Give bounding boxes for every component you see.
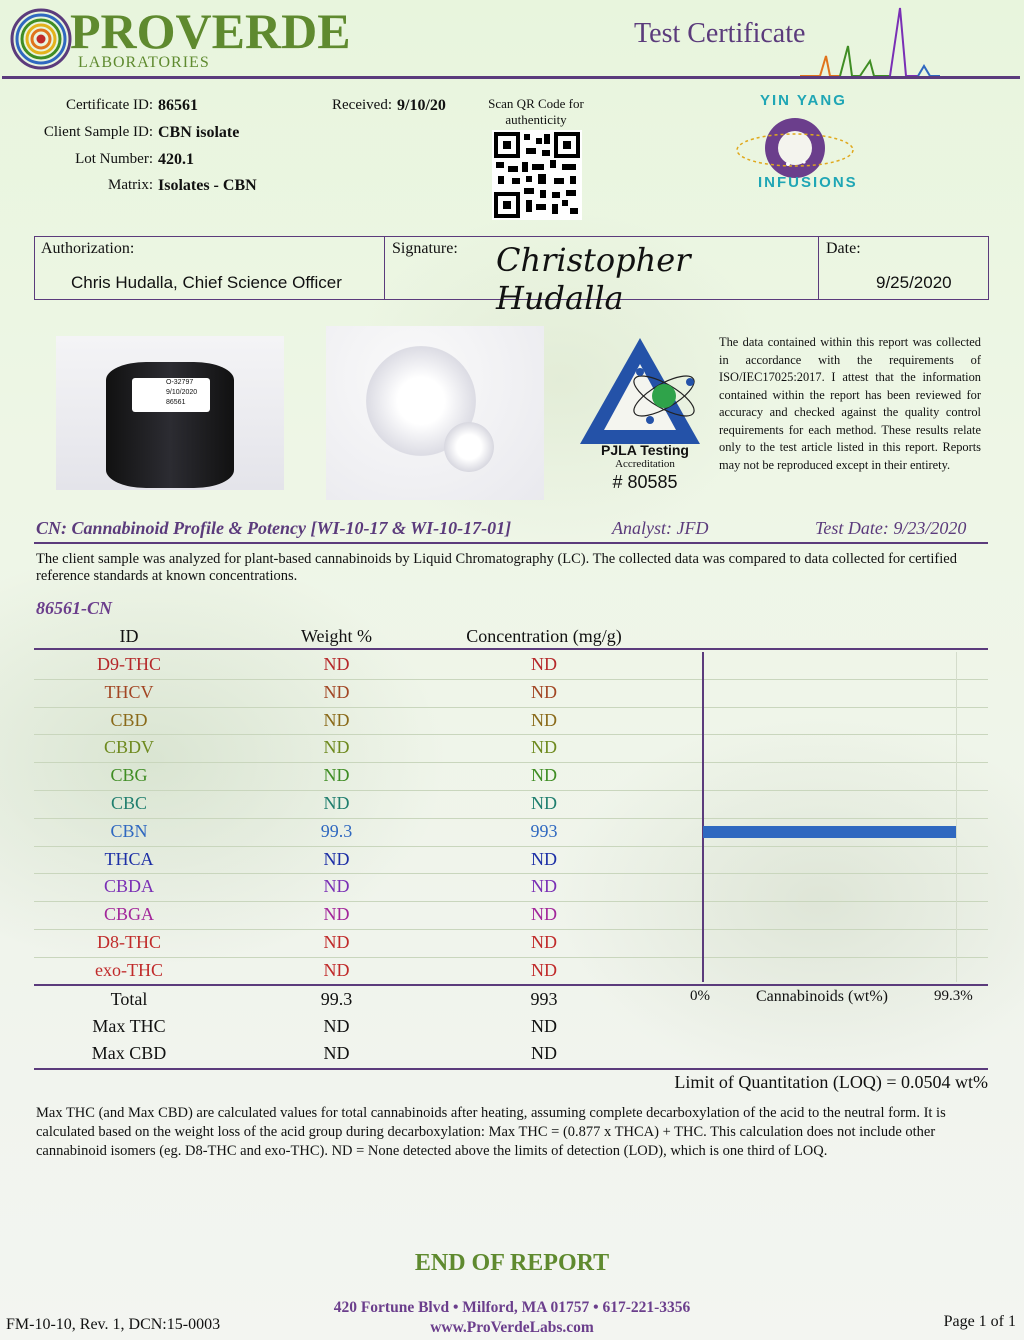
table-row [34,734,988,763]
summary-weight: ND [323,1043,350,1063]
table-row [34,957,988,986]
table-row [34,846,988,875]
authorization-table [34,236,989,317]
cannabinoid-id: CBGA [103,904,154,925]
accreditation-disclaimer: The data contained within this report was collected in accordance with the requirements of ISO/IEC17025:2017. I attest that the information contained within the report has been reviewed for accuracy and checked against the quality control requirements for each method. These results relate only to the test article listed in this report. Reports may not be reproduced except in their entirety. [719,335,981,472]
summary-row [34,1013,988,1039]
weight-percent: ND [323,681,350,702]
date-value: 9/25/2020 [876,273,952,292]
weight-percent: ND [323,904,350,925]
table-row [34,707,988,736]
column-header-concentration: Concentration (mg/g) [466,626,622,646]
summary-id: Max THC [92,1016,166,1036]
cannabinoid-id: D9-THC [97,654,161,674]
summary-concentration: 993 [530,989,558,1009]
lot-number-value: 420.1 [158,151,194,168]
authorization-cell [35,237,385,299]
client-logo-line1: YIN YANG [760,92,847,109]
weight-percent: ND [323,737,350,758]
summary-rule [34,1068,988,1070]
summary-concentration: ND [531,1043,557,1063]
proverde-logo-icon [10,8,72,70]
table-row [34,762,988,791]
received-value: 9/10/20 [397,97,446,114]
summary-weight: ND [323,1016,350,1036]
powder-pile [444,422,494,472]
bar-axis-right [956,652,957,982]
bar-axis-left [702,652,704,982]
column-header-id: ID [119,626,139,646]
concentration: ND [531,654,557,674]
matrix-label: Matrix: [108,177,153,193]
authorization-label: Authorization: [41,240,135,257]
section-rule [34,542,988,544]
jar-label-line: 9/10/2020 [166,389,198,396]
table-row [34,873,988,902]
cannabinoid-id: CBN [110,820,148,841]
axis-max-label: 99.3% [934,988,973,1004]
weight-percent: ND [323,959,350,980]
summary-concentration: ND [531,1016,557,1036]
certificate-id-label: Certificate ID: [65,97,153,113]
qr-code-icon[interactable] [492,130,582,220]
form-id: FM-10-10, Rev. 1, DCN:15-0003 [6,1316,221,1333]
table-header-rule [34,648,988,650]
client-sample-value: CBN isolate [158,124,240,141]
sample-id: 86561-CN [36,598,112,618]
pjla-name: PJLA Testing [601,442,689,458]
column-header-weight: Weight % [300,626,373,646]
weight-percent: 99.3 [320,820,353,841]
concentration: ND [531,959,557,980]
test-date: Test Date: 9/23/2020 [815,518,967,538]
weight-percent: ND [323,765,350,786]
sample-jar-photo [56,336,284,490]
summary-id: Total [110,989,148,1009]
lot-number-label: Lot Number: [75,151,153,167]
axis-min-label: 0% [690,988,710,1004]
weight-percent: ND [323,654,350,674]
brand-subtitle: LABORATORIES [78,54,210,71]
signature-image: Christopher Hudalla [496,241,691,317]
cannabinoid-id: CBD [110,709,148,730]
footer-website[interactable]: www.ProVerdeLabs.com [430,1319,594,1336]
jar-label [132,378,210,412]
concentration: ND [531,765,557,786]
footer-address: 420 Fortune Blvd • Milford, MA 01757 • 617-221-3356 [333,1299,691,1316]
table-row [34,651,988,680]
cannabinoid-id: exo-THC [95,959,163,980]
concentration: ND [531,709,557,730]
concentration: ND [531,793,557,813]
weight-percent: ND [323,876,350,897]
chromatogram-icon [800,6,940,78]
date-cell [820,237,988,299]
concentration: ND [531,681,557,702]
client-logo-line2: INFUSIONS [758,174,858,191]
bar-cbn [703,826,956,838]
signature-cell [386,237,819,317]
weight-percent: ND [323,793,350,813]
cannabinoid-id: D8-THC [97,932,161,952]
concentration: ND [531,932,557,952]
loq-statement: Limit of Quantitation (LOQ) = 0.0504 wt% [674,1072,988,1092]
brand-name: PROVERDE [70,3,351,59]
footnote: Max THC (and Max CBD) are calculated values for total cannabinoids after heating, assuming complete decarboxylation of the acid to the neutral form. It is calculated based on the weight loss of the acid group during decarboxylation: Max THC = (0.877 x THCA) + THC. This calculation does not include other cannabinoid isomers (eg. D8-THC and exo-THC). ND = None detected above the limits of detection (LOD), which is one third of LOQ. [36,1105,946,1159]
weight-percent: ND [323,932,350,952]
received-label: Received: [332,97,392,113]
table-row [34,901,988,930]
table-row [34,679,988,708]
client-sample-label: Client Sample ID: [43,124,153,140]
table-row [34,929,988,958]
matrix-value: Isolates - CBN [158,177,257,194]
concentration: ND [531,737,557,758]
pjla-number: # 80585 [612,472,678,492]
cannabinoid-id: THCV [104,681,154,702]
date-label: Date: [826,240,861,257]
jar-label-line: O-32797 [166,379,194,386]
end-of-report: END OF REPORT [414,1250,610,1276]
cannabinoid-id: CBDA [103,876,154,897]
concentration: ND [531,876,557,897]
summary-row [34,1040,988,1066]
page-number: Page 1 of 1 [943,1313,1016,1330]
weight-percent: ND [323,709,350,730]
certificate-id-value: 86561 [158,97,198,114]
sample-powder-photo [326,326,544,500]
pjla-sub: Accreditation [615,458,675,470]
summary-id: Max CBD [91,1043,167,1063]
weight-percent: ND [323,848,350,869]
pjla-logo-icon [580,334,710,446]
summary-weight: 99.3 [320,989,353,1009]
authorization-value: Chris Hudalla, Chief Science Officer [71,273,342,292]
qr-label: Scan QR Code for authenticity [488,96,584,127]
jar-label-line: 86561 [166,399,186,406]
header-rule [2,76,1020,79]
concentration: ND [531,848,557,869]
axis-title: Cannabinoids (wt%) [756,988,888,1005]
section-title: CN: Cannabinoid Profile & Potency [WI-10-17 & WI-10-17-01] [36,518,512,538]
concentration: 993 [530,820,558,841]
analyst: Analyst: JFD [612,518,709,538]
concentration: ND [531,904,557,925]
cannabinoid-id: CBG [110,765,148,786]
section-intro: The client sample was analyzed for plant-based cannabinoids by Liquid Chromatography (LC). The collected data was compared to data collected for certified reference standards at known concentrations. [36,551,957,584]
cannabinoid-id: THCA [104,848,154,869]
signature-label: Signature: [392,240,458,257]
cannabinoid-id: CBDV [103,737,154,758]
page-title: Test Certificate [634,18,806,49]
table-row [34,790,988,819]
cannabinoid-id: CBC [110,793,148,813]
